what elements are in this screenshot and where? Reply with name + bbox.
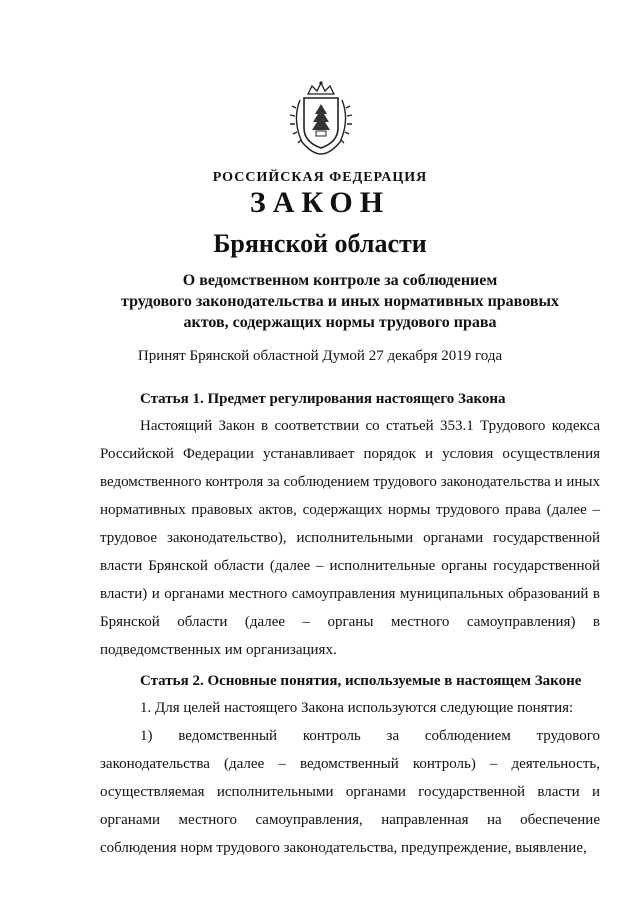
article-2-heading: Статья 2. Основные понятия, используемые в настоящем Законе (140, 673, 582, 689)
adoption-note: Принят Брянской областной Думой 27 декабря 2019 года (137, 348, 503, 364)
article-2-paragraph-1: 1. Для целей настоящего Закона используются следующие понятия: (140, 700, 574, 716)
country-title: РОССИЙСКАЯ ФЕДЕРАЦИЯ (212, 170, 428, 185)
article-1-heading: Статья 1. Предмет регулирования настоящего Закона (140, 391, 506, 407)
coat-of-arms-icon (286, 80, 356, 158)
article-2-paragraph-2: 1) ведомственный контроль за соблюдением трудового законодательства (далее – ведомственный контроль) – деятельность, осуществляемая исполнительными органами государственной власти и органами местного самоуправления, направленная на обеспечение соблюдения норм трудового законодательства, предупреждение, выявление, (100, 728, 600, 856)
article-1-text: Настоящий Закон в соответствии со статьей 353.1 Трудового кодекса Российской Федерации устанавливает порядок и условия осуществления ведомственного контроля за соблюдением трудового законодательства и иных нормативных правовых актов, содержащих нормы трудового права (далее – трудовое законодательство), исполнительными органами государственной власти Брянской области (далее – исполнительные органы государственной власти) и органами местного самоуправления муниципальных образований в Брянской области (далее – органы местного самоуправления) в подведомственных им организациях. (100, 418, 600, 658)
law-body (100, 386, 600, 862)
subject-line: актов, содержащих нормы трудового права (183, 314, 497, 331)
document-type-title: ЗАКОН (249, 186, 391, 219)
law-subject (100, 270, 580, 333)
region-title: Брянской области (213, 229, 427, 258)
subject-line: О ведомственном контроле за соблюдением (182, 272, 498, 289)
subject-line: трудового законодательства и иных нормативных правовых (121, 293, 559, 310)
